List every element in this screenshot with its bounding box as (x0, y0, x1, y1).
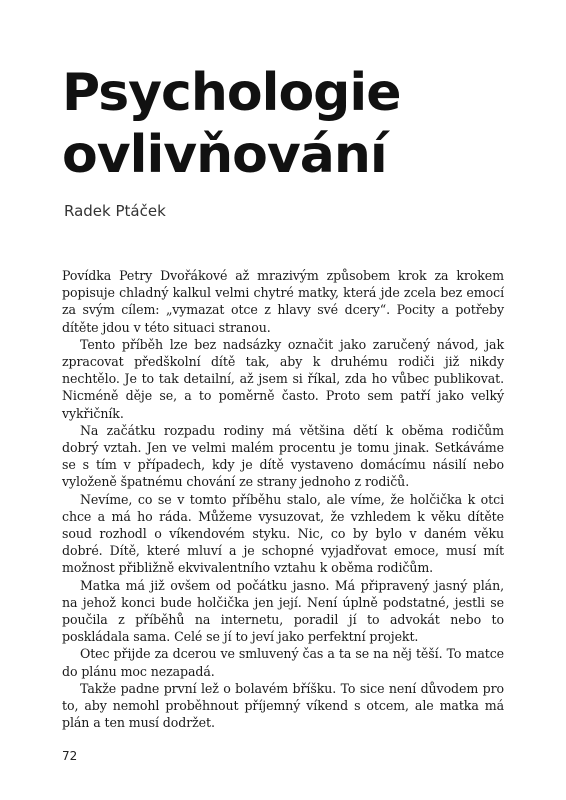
paragraph: Povídka Petry Dvořákové až mrazivým způsobem krok za krokem popisuje chladný kalkul velmi chytré matky, která jde zcela bez emocí za svým cílem: „vymazat otce z hlavy své dcery“. Pocity a potřeby dítěte jdou v této situaci stranou. (62, 268, 504, 335)
paragraph: Na začátku rozpadu rodiny má většina dětí k oběma rodičům dobrý vztah. Jen ve velmi malém procentu je tomu jinak. Setkáváme se s tím v případech, kdy je dítě vystaveno domácímu násilí nebo vyloženě špatnému chování ze strany jednoho z rodičů. (62, 422, 504, 490)
author-name: Radek Ptáček (64, 202, 166, 220)
paragraph: Matka má již ovšem od počátku jasno. Má připravený jasný plán, na jehož konci bude holčička jen její. Není úplně podstatné, jestli se poučila z příběhů na internetu, poradil jí to advokát nebo to poskládala sama. Celé se jí to jeví jako perfektní projekt. (62, 577, 504, 645)
page-number: 72 (62, 749, 78, 763)
paragraph: Takže padne první lež o bolavém bříšku. To sice není důvodem pro to, aby nemohl proběhnout příjemný víkend s otcem, ale matka má plán a ten musí dodržet. (62, 680, 504, 731)
paragraph: Tento příběh lze bez nadsázky označit jako zaručený návod, jak zpracovat předškolní dítě tak, aby k druhému rodiči již nikdy nechtělo. Je to tak detailní, až jsem si říkal, zda ho vůbec publikovat. Nicméně děje se, a to poměrně často. Proto sem patří jako velký vykřičník. (62, 336, 504, 421)
chapter-title: Psychologie ovlivňování (62, 63, 401, 185)
body-text (62, 267, 504, 731)
paragraph: Nevíme, co se v tomto příběhu stalo, ale víme, že holčička k otci chce a má ho ráda. Můžeme vysuzovat, že vzhledem k věku dítěte soud rozhodl o víkendovém styku. Nic, co by bylo v daném věku dobré. Dítě, které mluví a je schopné vyjadřovat emoce, musí mít možnost přibližně ekvivalentního vztahu k oběma rodičům. (62, 491, 504, 576)
paragraph: Otec přijde za dcerou ve smluvený čas a ta se na něj těší. To matce do plánu moc nezapadá. (62, 646, 504, 679)
